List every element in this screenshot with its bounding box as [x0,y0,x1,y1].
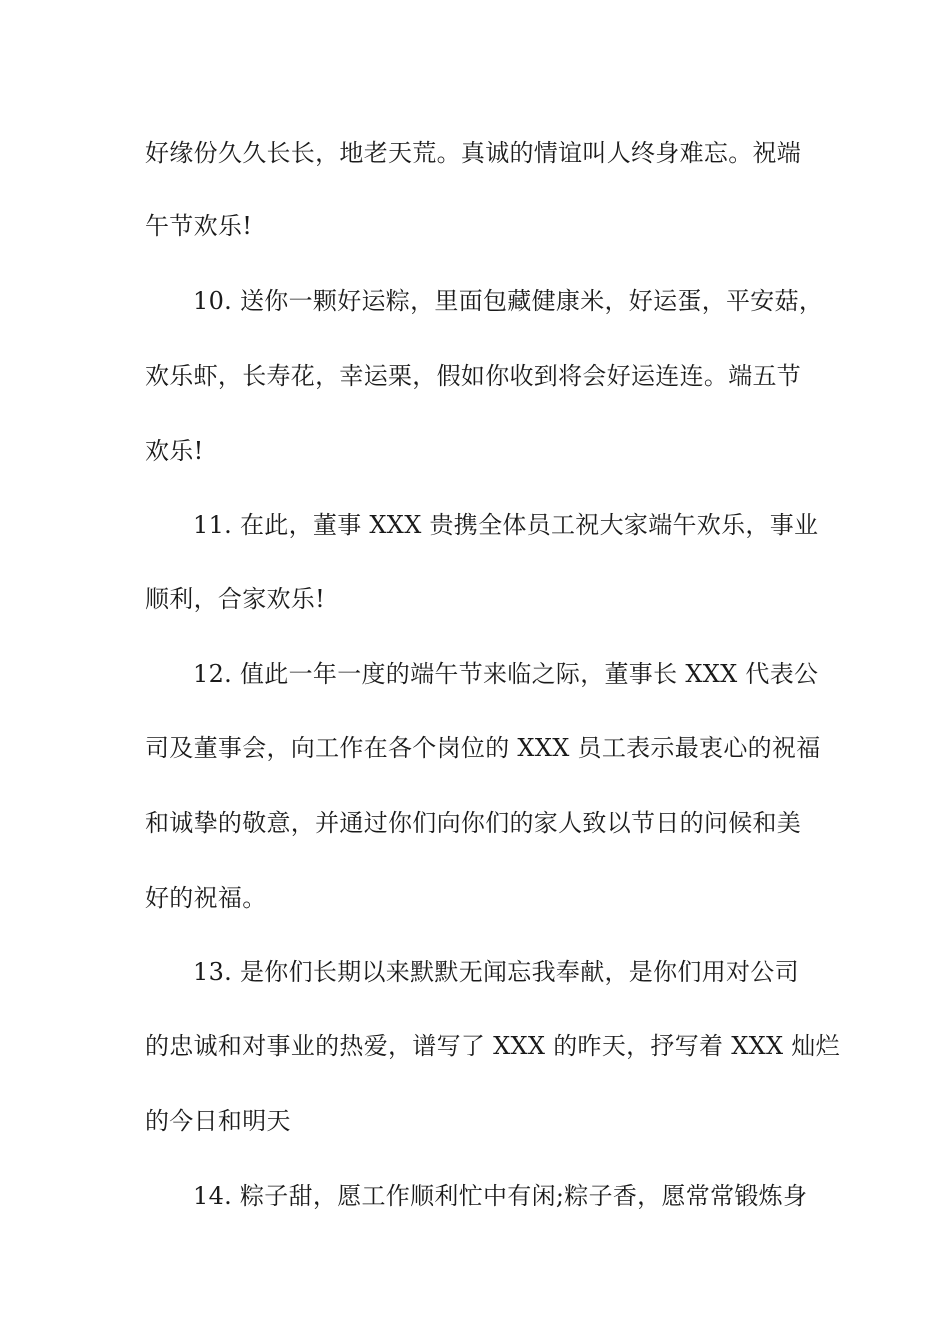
paragraph-start-line: 13. 是你们长期以来默默无闻忘我奉献，是你们用对公司 [193,958,799,986]
text-line: 欢乐! [145,437,204,465]
text-line: 好缘份久久长长，地老天荒。真诚的情谊叫人终身难忘。祝端 [145,139,802,167]
text-line: 午节欢乐! [145,212,253,240]
paragraph-start-line: 14. 粽子甜，愿工作顺利忙中有闲;粽子香，愿常常锻炼身 [193,1182,808,1210]
text-line: 司及董事会，向工作在各个岗位的 XXX 员工表示最衷心的祝福 [145,734,821,762]
paragraph-start-line: 12. 值此一年一度的端午节来临之际，董事长 XXX 代表公 [193,660,819,688]
text-line: 欢乐虾，长寿花，幸运栗，假如你收到将会好运连连。端五节 [145,362,802,390]
text-line: 的忠诚和对事业的热爱，谱写了 XXX 的昨天，抒写着 XXX 灿烂 [145,1032,840,1060]
text-line: 好的祝福。 [145,884,267,912]
paragraph-start-line: 11. 在此，董事 XXX 贵携全体员工祝大家端午欢乐，事业 [193,511,819,539]
text-line: 的今日和明天 [145,1107,291,1135]
paragraph-start-line: 10. 送你一颗好运粽，里面包藏健康米，好运蛋，平安菇， [193,287,824,315]
text-line: 和诚挚的敬意，并通过你们向你们的家人致以节日的问候和美 [145,809,802,837]
text-line: 顺利，合家欢乐! [145,585,326,613]
